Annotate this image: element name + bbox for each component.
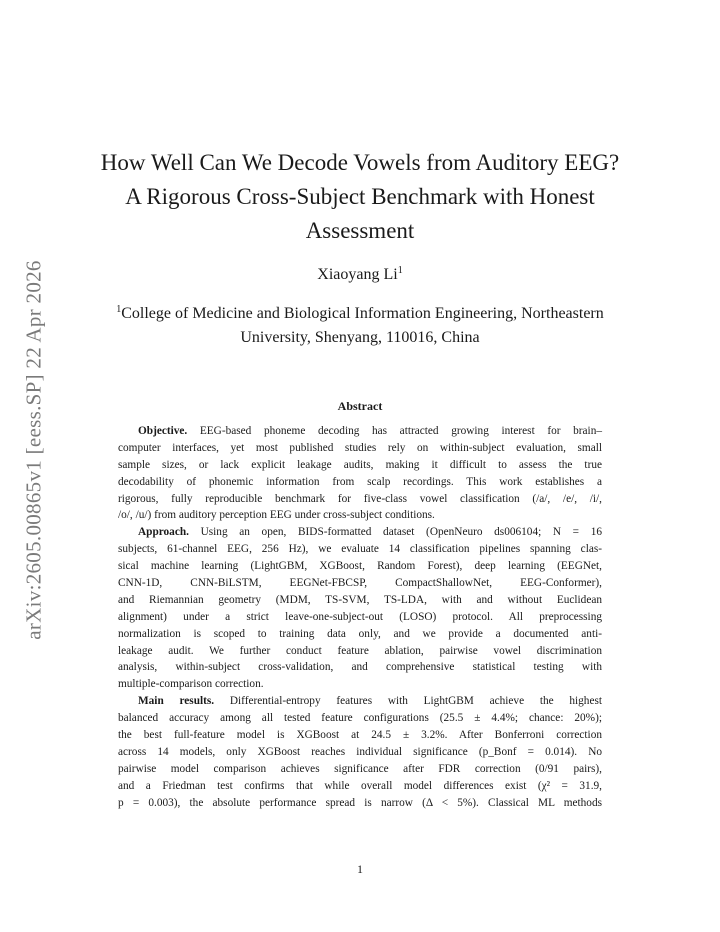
- title-line: A Rigorous Cross-Subject Benchmark with Honest: [125, 184, 595, 209]
- abstract-line: and a Friedman test confirms that while overall model differences exist (χ² = 31.9,: [118, 779, 602, 792]
- title-line: How Well Can We Decode Vowels from Auditory EEG?: [100, 150, 620, 175]
- abstract-line: multiple-comparison correction.: [118, 678, 264, 691]
- author: [0, 266, 720, 284]
- abstract-line: Objective. EEG-based phoneme decoding has attracted growing interest for brain–: [138, 425, 602, 437]
- main-results-label: Main results.: [138, 695, 215, 708]
- abstract-line: subjects, 61-channel EEG, 256 Hz), we evaluate 14 classification pipelines spanning clas-: [118, 543, 602, 556]
- abstract-line: Approach. Using an open, BIDS-formatted dataset (OpenNeuro ds006104; N = 16: [138, 526, 603, 539]
- abstract-line: the best full-feature model is XGBoost at 24.5 ± 3.2%. After Bonferroni correction: [118, 729, 602, 742]
- abstract-line: Main results. Differential-entropy features with LightGBM achieve the highest: [138, 695, 602, 708]
- title-line: Assessment: [305, 218, 415, 243]
- objective-label: Objective.: [138, 425, 188, 437]
- abstract-line: normalization is scoped to training data only, and we provide a documented anti-: [118, 627, 602, 640]
- approach-label: Approach.: [138, 526, 189, 539]
- abstract-line: leakage audit. We further conduct feature ablation, pairwise vowel discrimination: [118, 644, 602, 657]
- abstract-line: CNN-1D, CNN-BiLSTM, EEGNet-FBCSP, CompactShallowNet, EEG-Conformer),: [118, 577, 602, 590]
- abstract-line: alignment) under a strict leave-one-subject-out (LOSO) protocol. All preprocessing: [118, 610, 602, 623]
- author-name: Xiaoyang Li: [317, 266, 398, 283]
- affiliation: [60, 302, 660, 350]
- affiliation-line: University, Shenyang, 110016, China: [240, 329, 480, 346]
- affiliation-line: $^1$College of Medicine and Biological Information Engineering, Northeastern: [116, 304, 604, 322]
- abstract-line: computer interfaces, yet most published studies rely on within-subject evaluation, small: [118, 441, 602, 454]
- abstract-line: analysis, within-subject cross-validation, and comprehensive statistical testing with: [118, 661, 602, 674]
- arxiv-identifier-text: arXiv:2605.00865v1 [eess.SP] 22 Apr 2026: [21, 260, 46, 640]
- abstract-line: p = 0.003), the absolute performance spread is narrow (Δ < 5%). Classical ML methods: [118, 796, 602, 809]
- affiliation-mark: 1: [116, 304, 122, 315]
- abstract-line: rigorous, fully reproducible benchmark for five-class vowel classification (/a/, /e/, /i/,: [118, 492, 602, 505]
- abstract-line: sample sizes, or lack explicit leakage audits, making it difficult to assess the true: [118, 458, 602, 471]
- author-affiliation-mark: 1: [397, 265, 403, 276]
- abstract-line: decodability of phonemic information from scalp recordings. This work establishes a: [118, 475, 602, 488]
- abstract-heading: Abstract: [337, 399, 383, 413]
- abstract-line: /o/, /u/) from auditory perception EEG under cross-subject conditions.: [118, 509, 435, 522]
- abstract-line: across 14 models, only XGBoost reaches individual significance (p_Bonf = 0.014). No: [118, 745, 602, 758]
- abstract-line: and Riemannian geometry (MDM, TS-SVM, TS-LDA, with and without Euclidean: [118, 593, 602, 606]
- page-number: 1: [357, 862, 363, 876]
- paper-title: [60, 146, 660, 248]
- abstract-line: balanced accuracy among all tested feature configurations (25.5 ± 4.4%; chance: 20%);: [118, 712, 602, 725]
- abstract-line: pairwise model comparison achieves significance after FDR correction (0/91 pairs),: [118, 762, 602, 775]
- abstract-line: sical machine learning (LightGBM, XGBoost, Random Forest), deep learning (EEGNet,: [118, 560, 602, 573]
- abstract-body: [118, 423, 602, 811]
